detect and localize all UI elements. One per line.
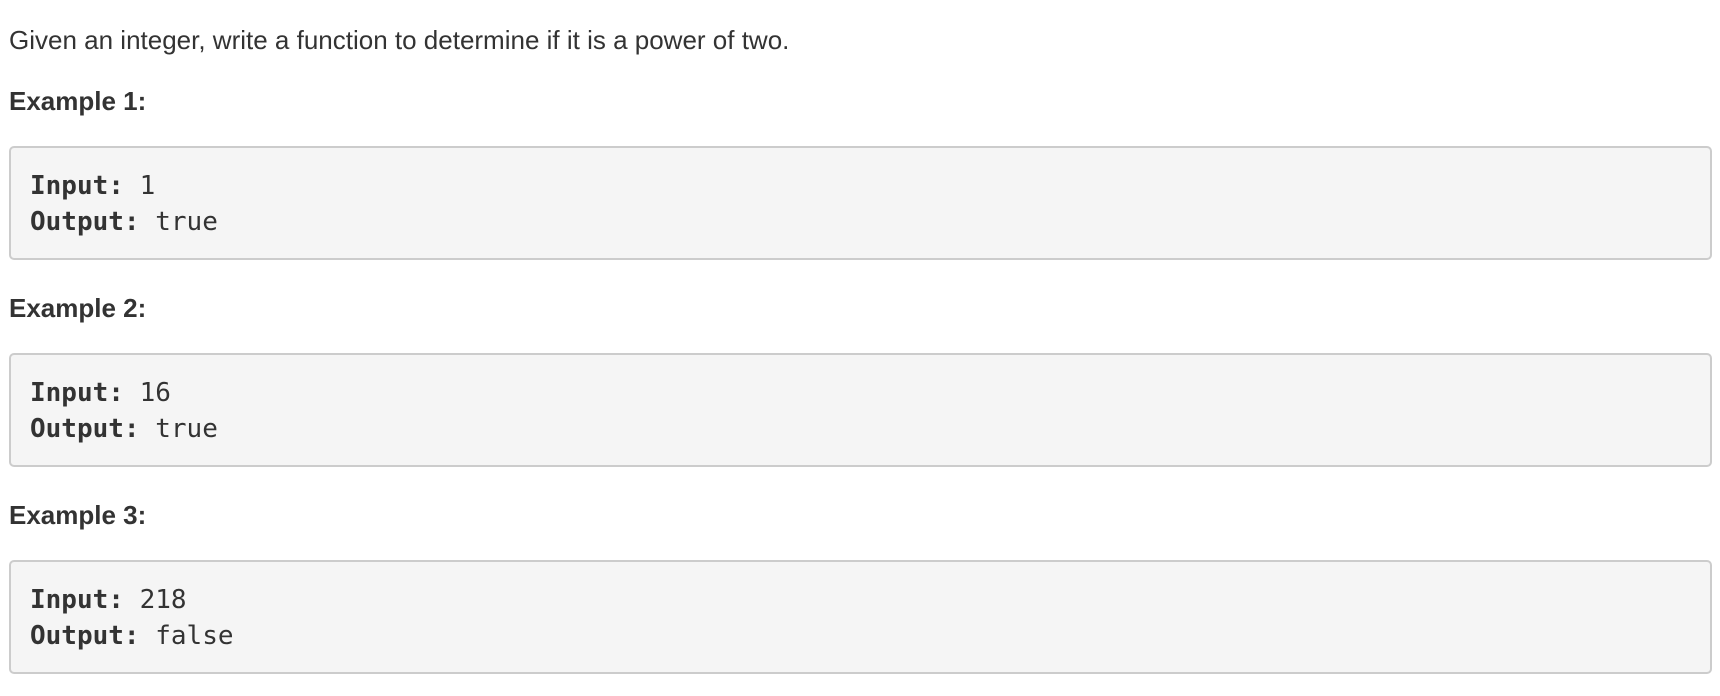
input-label: Input: bbox=[30, 585, 124, 615]
output-label: Output: bbox=[30, 621, 140, 651]
example-3-heading: Example 3: bbox=[9, 500, 147, 530]
input-label: Input: bbox=[30, 378, 124, 408]
output-label: Output: bbox=[30, 414, 140, 444]
example-2-input-line bbox=[30, 375, 1710, 411]
input-value: 16 bbox=[139, 378, 171, 408]
input-value: 218 bbox=[139, 585, 187, 615]
example-2-heading: Example 2: bbox=[9, 293, 147, 323]
example-1-input-line bbox=[30, 168, 1710, 204]
output-label: Output: bbox=[30, 207, 140, 237]
problem-content bbox=[9, 22, 1712, 674]
output-value: true bbox=[155, 207, 218, 237]
example-1-code-block bbox=[9, 146, 1712, 260]
example-1-heading: Example 1: bbox=[9, 86, 147, 116]
example-3-input-line bbox=[30, 582, 1710, 618]
example-2-output-line bbox=[30, 411, 1710, 447]
output-value: false bbox=[155, 621, 234, 651]
output-value: true bbox=[155, 414, 218, 444]
example-3-output-line bbox=[30, 618, 1710, 654]
input-label: Input: bbox=[30, 171, 124, 201]
example-2-code-block bbox=[9, 353, 1712, 467]
example-1-output-line bbox=[30, 204, 1710, 240]
example-3-code-block bbox=[9, 560, 1712, 674]
input-value: 1 bbox=[139, 171, 156, 201]
problem-description: Given an integer, write a function to determine if it is a power of two. bbox=[9, 25, 790, 55]
